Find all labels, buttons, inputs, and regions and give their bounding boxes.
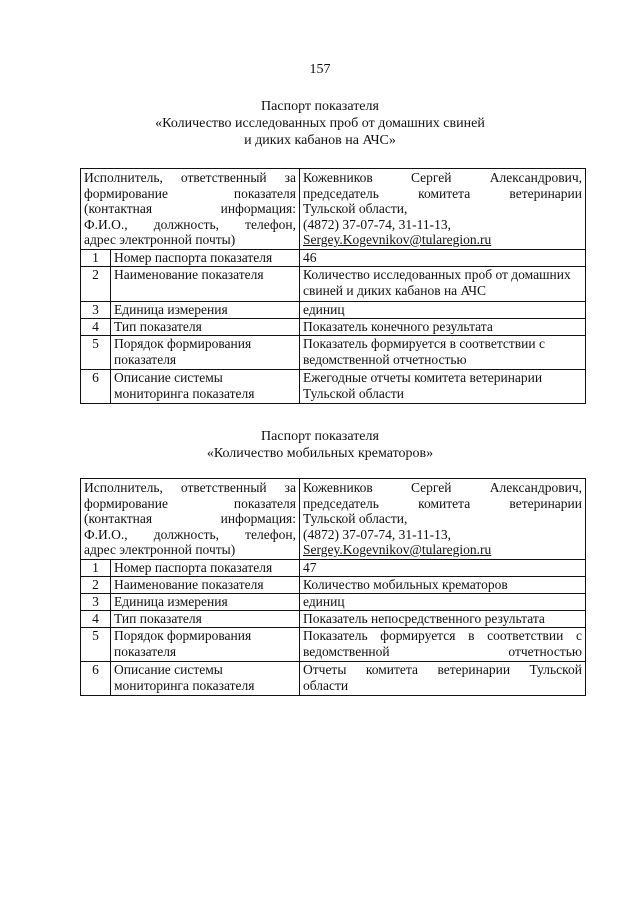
executor-label-line: Ф.И.О., должность, телефон, [84,216,296,232]
row-value: Ежегодные отчеты комитета ветеринарии Тульской области [300,370,586,404]
executor-email-link[interactable]: Sergey.Kogevnikov@tularegion.ru [303,232,492,247]
executor-row [81,169,586,250]
executor-position: председатель комитета ветеринарии [303,185,582,201]
row-label: Единица измерения [111,594,300,611]
row-number: 3 [81,302,111,319]
row-value: Показатель непосредственного результата [300,611,586,628]
row-label: Номер паспорта показателя [111,250,300,267]
executor-label-line: (контактная информация: [84,511,296,526]
row-label: Описание системы мониторинга показателя [111,662,300,696]
executor-label-line: (контактная информация: [84,201,296,216]
row-value: единиц [300,302,586,319]
page-number: 157 [309,62,331,77]
executor-row [81,479,586,560]
row-number: 6 [81,370,111,404]
table-row [81,267,586,302]
row-number: 4 [81,611,111,628]
table-row [81,319,586,336]
executor-phone: (4872) 37-07-74, 31-11-13, [303,526,451,542]
passport-1-heading [0,98,640,149]
row-label: Наименование показателя [111,577,300,594]
table-row [81,577,586,594]
executor-email-link[interactable]: Sergey.Kogevnikov@tularegion.ru [303,542,492,557]
table-row [81,611,586,628]
executor-label [81,479,300,560]
executor-region: Тульской области, [303,201,408,216]
row-value: Показатель формируется в соответствии с ведомственной отчетностью [300,628,586,662]
executor-value [300,479,586,560]
row-value: Показатель формируется в соответствии с ведомственной отчетностью [300,336,586,370]
executor-name: Кожевников Сергей Александрович, [303,170,582,185]
row-value: Показатель конечного результата [300,319,586,336]
row-label: Описание системы мониторинга показателя [111,370,300,404]
executor-label-line: формирование показателя [84,495,296,511]
table-row [81,302,586,319]
passport-1-table [80,168,586,404]
row-label: Порядок формирования показателя [111,628,300,662]
row-label: Тип показателя [111,611,300,628]
table-row [81,628,586,662]
row-number: 4 [81,319,111,336]
executor-label-line: адрес электронной почты) [84,232,236,247]
table-row [81,250,586,267]
row-number: 2 [81,267,111,302]
row-number: 1 [81,560,111,577]
row-label: Номер паспорта показателя [111,560,300,577]
passport-1-subtitle-cont: и диких кабанов на АЧС» [244,133,396,148]
executor-label-line: Ф.И.О., должность, телефон, [84,526,296,542]
row-number: 5 [81,336,111,370]
passport-2-subtitle: «Количество мобильных крематоров» [206,446,434,461]
executor-name: Кожевников Сергей Александрович, [303,480,582,495]
row-value: Отчеты комитета ветеринарии Тульской области [300,662,586,696]
row-value: 47 [300,560,586,577]
passport-1-title: Паспорт показателя [261,99,379,114]
table-row [81,370,586,404]
row-number: 3 [81,594,111,611]
executor-label-line: адрес электронной почты) [84,542,236,557]
executor-label-line: Исполнитель, ответственный за [84,480,296,495]
row-label: Единица измерения [111,302,300,319]
row-label: Порядок формирования показателя [111,336,300,370]
passport-2-heading [0,428,640,462]
row-label: Наименование показателя [111,267,300,302]
passport-2-table [80,478,586,696]
row-value: Количество мобильных крематоров [300,577,586,594]
table-row [81,336,586,370]
row-number: 2 [81,577,111,594]
row-number: 5 [81,628,111,662]
executor-value [300,169,586,250]
executor-region: Тульской области, [303,511,408,526]
table-row [81,560,586,577]
row-label: Тип показателя [111,319,300,336]
row-value: Количество исследованных проб от домашних свиней и диких кабанов на АЧС [300,267,586,302]
table-row [81,662,586,696]
executor-label [81,169,300,250]
row-value: единиц [300,594,586,611]
executor-position: председатель комитета ветеринарии [303,495,582,511]
row-number: 6 [81,662,111,696]
passport-1-subtitle: «Количество исследованных проб от домашних свиней [155,116,485,131]
row-number: 1 [81,250,111,267]
executor-phone: (4872) 37-07-74, 31-11-13, [303,216,451,232]
table-row [81,594,586,611]
passport-2-title: Паспорт показателя [261,429,379,444]
executor-label-line: Исполнитель, ответственный за [84,170,296,185]
row-value: 46 [300,250,586,267]
executor-label-line: формирование показателя [84,185,296,201]
